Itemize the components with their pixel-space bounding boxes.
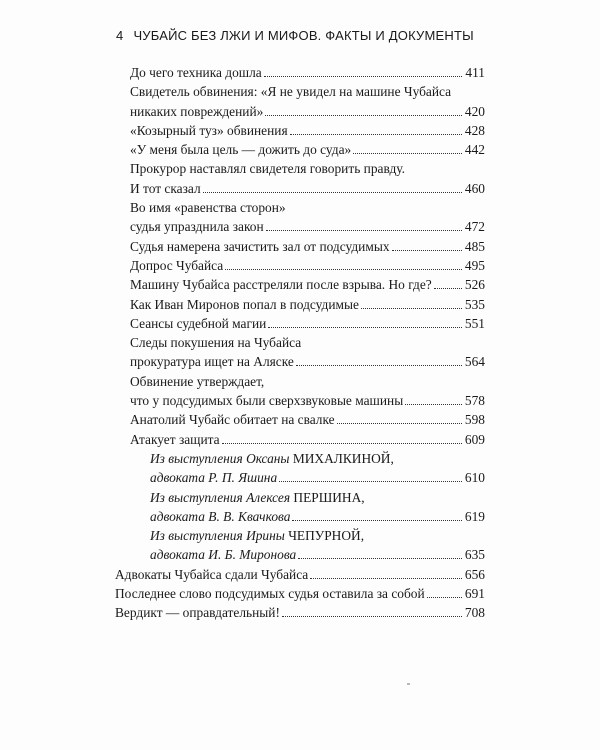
toc-entry (130, 179, 485, 198)
toc-subentry-title: адвоката И. Б. Миронова (150, 547, 297, 563)
toc-entry-page: 610 (464, 470, 485, 486)
toc-entry-title: И тот сказал (130, 180, 201, 196)
toc-entry (115, 584, 485, 603)
dot-leader (298, 558, 462, 559)
toc-entry-page: 526 (464, 277, 485, 293)
toc-entry-title: что у подсудимых были сверхзвуковые машины (130, 393, 404, 409)
toc-entry-line (130, 159, 485, 178)
table-of-contents (115, 63, 485, 623)
dot-leader (353, 153, 462, 154)
toc-entry-title: Последнее слово подсудимых судья оставила за собой (115, 586, 425, 602)
toc-entry-page: 656 (464, 566, 485, 582)
dot-leader (392, 250, 462, 251)
toc-subentry (130, 545, 485, 564)
toc-entry-page: 411 (465, 65, 485, 80)
toc-entry-page: 578 (464, 393, 485, 409)
toc-entry-page: 635 (464, 547, 485, 563)
toc-entry-title: Следы покушения на Чубайса (130, 335, 302, 351)
toc-entry-page: 598 (464, 412, 485, 428)
toc-entry (130, 237, 485, 256)
dot-leader (279, 481, 462, 482)
toc-entry-title: Сеансы судебной магии (130, 315, 267, 331)
toc-entry (115, 565, 485, 584)
toc-entry-line (130, 372, 485, 391)
toc-entry-page: 442 (464, 142, 485, 158)
speaker-name: МИХАЛКИНОЙ, (292, 450, 394, 466)
speech-lead: Из выступления Алексея (150, 489, 291, 505)
toc-entry (130, 63, 485, 82)
dot-leader (310, 578, 462, 579)
toc-entry-page: 619 (464, 508, 485, 524)
dot-leader (225, 269, 462, 270)
toc-entry (130, 217, 485, 236)
dot-leader (265, 115, 462, 116)
toc-entry (130, 140, 485, 159)
toc-entry-title: Вердикт — оправдательный! (115, 605, 280, 621)
page-number: 4 (116, 28, 124, 43)
toc-entry-page: 551 (464, 315, 485, 331)
toc-entry (130, 295, 485, 314)
running-header (116, 28, 474, 43)
dot-leader (292, 520, 461, 521)
toc-entry-line (130, 198, 485, 217)
toc-subentry (130, 468, 485, 487)
toc-entry-page: 691 (464, 586, 485, 602)
toc-entry-title: Допрос Чубайса (130, 257, 224, 273)
dot-leader (266, 230, 462, 231)
toc-entry-title: никаких повреждений» (130, 103, 264, 119)
toc-entry-title: «У меня была цель — дожить до суда» (130, 142, 352, 158)
toc-subentry-title: адвоката В. В. Квачкова (150, 508, 291, 524)
toc-entry-page: 428 (464, 122, 485, 138)
dot-leader (427, 597, 462, 598)
toc-entry-title: Машину Чубайса расстреляли после взрыва. Но где? (130, 277, 432, 293)
scan-speck (407, 683, 410, 685)
dot-leader (268, 327, 462, 328)
dot-leader (203, 192, 462, 193)
toc-subentry-line (130, 449, 485, 468)
dot-leader (296, 365, 462, 366)
toc-entry (130, 121, 485, 140)
toc-entry-page: 535 (464, 296, 485, 312)
toc-subentry-title (150, 488, 365, 507)
toc-entry (115, 603, 485, 622)
toc-entry-line (130, 82, 485, 101)
toc-subentry-title (150, 526, 364, 545)
toc-entry-title: Атакует защита (130, 431, 220, 447)
dot-leader (405, 404, 462, 405)
toc-entry-page: 708 (464, 605, 485, 621)
toc-entry-title: Судья намерена зачистить зал от подсудимых (130, 238, 390, 254)
toc-entry (130, 314, 485, 333)
toc-subentry-title (150, 449, 394, 468)
speaker-name: ЧЕПУРНОЙ, (288, 528, 365, 544)
speaker-name: ПЕРШИНА, (293, 489, 365, 505)
toc-entry (130, 102, 485, 121)
dot-leader (434, 288, 462, 289)
toc-entry-title: Во имя «равенства сторон» (130, 200, 286, 216)
toc-entry (130, 430, 485, 449)
toc-entry-page: 609 (464, 431, 485, 447)
toc-entry-title: судья упразднила закон (130, 219, 264, 235)
toc-entry-title: прокуратура ищет на Аляске (130, 354, 294, 370)
book-title: ЧУБАЙС БЕЗ ЛЖИ И МИФОВ. ФАКТЫ И ДОКУМЕНТЫ (133, 28, 474, 43)
toc-entry-title: Обвинение утверждает, (130, 373, 265, 389)
toc-entry (130, 352, 485, 371)
toc-subentry-line (130, 488, 485, 507)
toc-entry-title: Адвокаты Чубайса сдали Чубайса (115, 566, 309, 582)
toc-entry-page: 472 (464, 219, 485, 235)
toc-entry-title: Анатолий Чубайс обитает на свалке (130, 412, 335, 428)
toc-entry-page: 495 (464, 257, 485, 273)
dot-leader (282, 616, 462, 617)
dot-leader (290, 134, 462, 135)
toc-subentry-title: адвоката Р. П. Яшина (150, 470, 278, 486)
toc-entry-title: Как Иван Миронов попал в подсудимые (130, 296, 359, 312)
dot-leader (264, 76, 463, 77)
dot-leader (361, 308, 462, 309)
toc-entry (130, 256, 485, 275)
toc-entry-title: «Козырный туз» обвинения (130, 122, 288, 138)
speech-lead: Из выступления Ирины (150, 528, 285, 544)
dot-leader (222, 443, 462, 444)
toc-entry-page: 460 (464, 180, 485, 196)
toc-subentry-line (130, 526, 485, 545)
toc-entry-title: Свидетель обвинения: «Я не увидел на машине Чубайса (130, 84, 452, 100)
toc-entry-page: 485 (464, 238, 485, 254)
toc-entry-page: 420 (464, 103, 485, 119)
toc-entry (130, 275, 485, 294)
dot-leader (337, 423, 462, 424)
toc-entry-line (130, 333, 485, 352)
speech-lead: Из выступления Оксаны (150, 450, 290, 466)
toc-subentry (130, 507, 485, 526)
toc-entry-title: Прокурор наставлял свидетеля говорить правду. (130, 161, 405, 177)
toc-entry (130, 410, 485, 429)
toc-entry (130, 391, 485, 410)
toc-entry-page: 564 (464, 354, 485, 370)
toc-entry-title: До чего техника дошла (130, 65, 262, 80)
